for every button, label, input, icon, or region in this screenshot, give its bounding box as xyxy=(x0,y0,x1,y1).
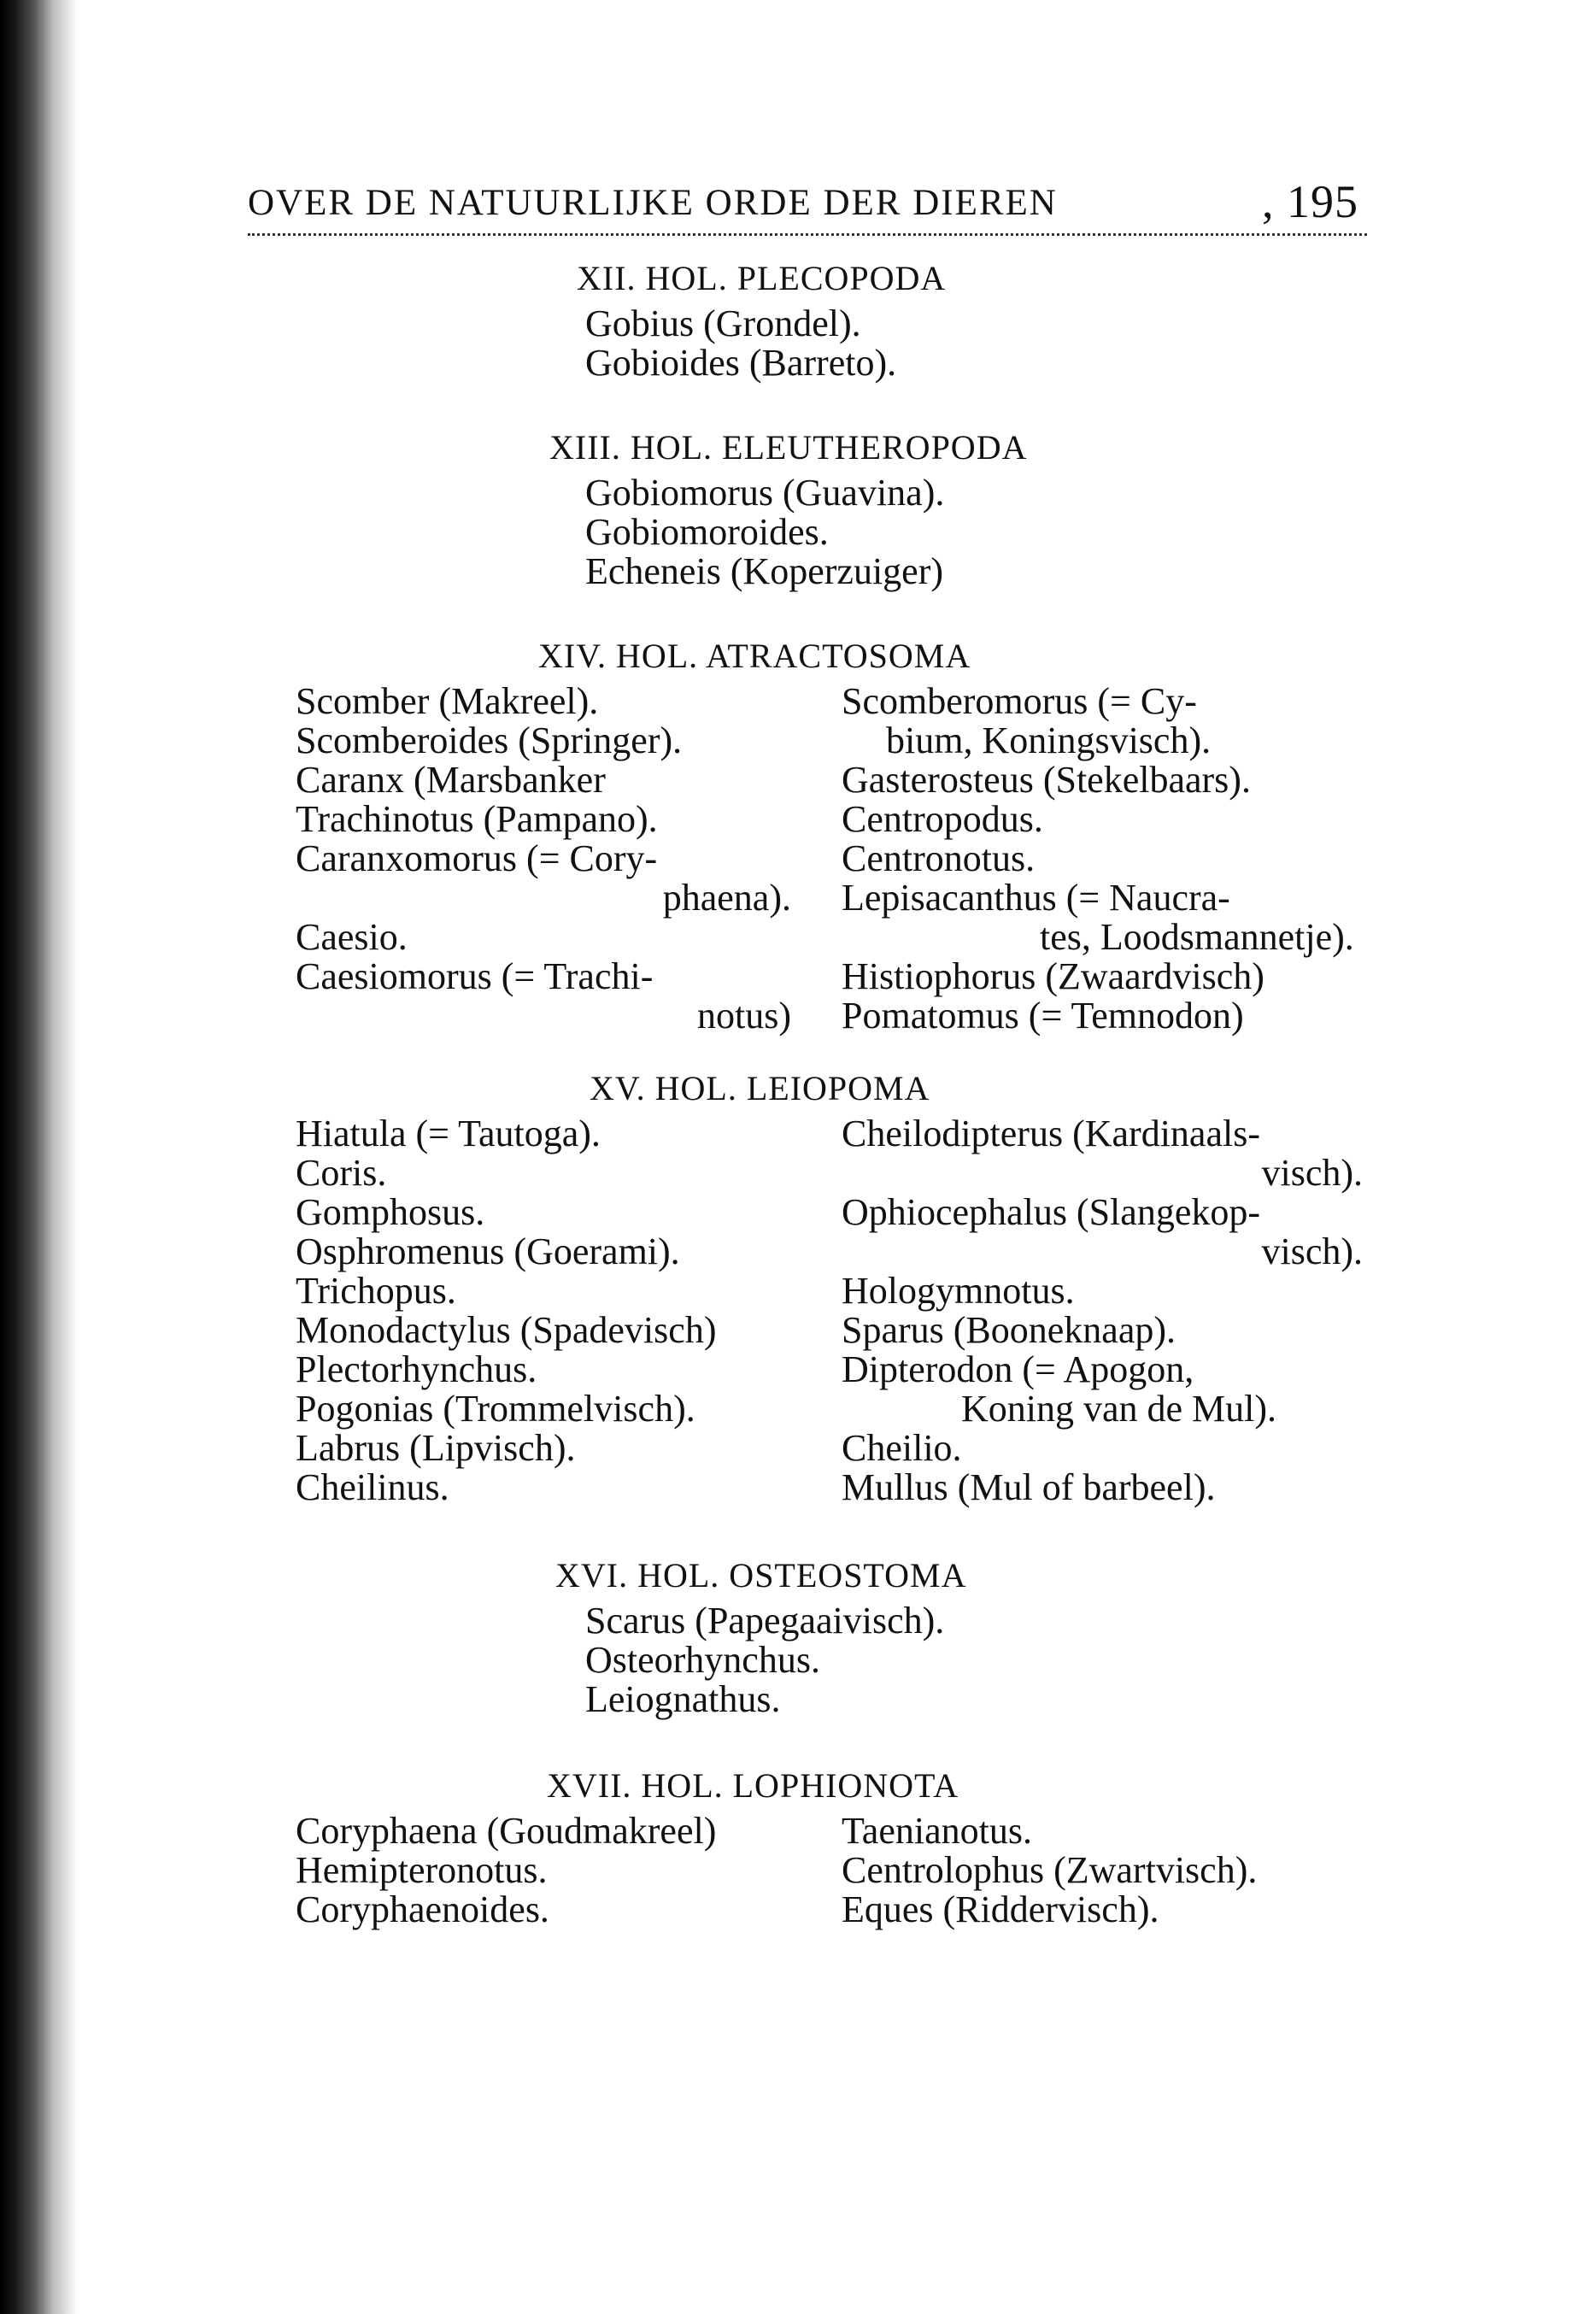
list-item: Echeneis (Koperzuiger) xyxy=(585,550,944,592)
list-item: Caesio. xyxy=(296,916,408,958)
running-head-title: OVER DE NATUURLIJKE ORDE DER DIEREN xyxy=(248,183,1058,223)
list-item: Hologymnotus. xyxy=(842,1270,1075,1312)
list-item: Trichopus. xyxy=(296,1270,456,1312)
section-heading: XIII. HOL. ELEUTHEROPODA xyxy=(549,428,1028,467)
left-column xyxy=(296,1114,800,1507)
list-item: Plectorhynchus. xyxy=(296,1348,537,1390)
list-item-continuation: visch). xyxy=(1261,1230,1363,1272)
list-item: Caesiomorus (= Trachi- xyxy=(296,955,654,997)
right-column xyxy=(842,1812,1363,1929)
right-column xyxy=(842,1114,1363,1507)
genus-columns xyxy=(248,1812,1367,1940)
list-item-continuation: visch). xyxy=(1261,1152,1363,1194)
list-item: Centrolophus (Zwartvisch). xyxy=(842,1849,1258,1891)
genus-columns xyxy=(248,1114,1367,1516)
list-item: Gobiomoroides. xyxy=(585,511,829,553)
section-heading: XIV. HOL. ATRACTOSOMA xyxy=(538,637,971,675)
list-item: Caranxomorus (= Cory- xyxy=(296,837,658,879)
list-item: Caranx (Marsbanker xyxy=(296,759,606,801)
list-item: Dipterodon (= Apogon, xyxy=(842,1348,1194,1390)
genus-list xyxy=(248,304,1367,383)
list-item: Gasterosteus (Stekelbaars). xyxy=(842,759,1251,801)
list-item: Osteorhynchus. xyxy=(585,1639,820,1681)
list-item: Pogonias (Trommelvisch). xyxy=(296,1388,695,1430)
list-item: Hiatula (= Tautoga). xyxy=(296,1113,601,1154)
running-head xyxy=(248,175,1367,236)
list-item: Taenianotus. xyxy=(842,1810,1032,1852)
section-atractosoma xyxy=(248,632,1367,1041)
list-item: Pomatomus (= Temnodon) xyxy=(842,995,1244,1037)
left-column xyxy=(296,682,800,1036)
list-item: Lepisacanthus (= Naucra- xyxy=(842,877,1230,919)
list-item: Labrus (Lipvisch). xyxy=(296,1427,576,1469)
section-plecopoda xyxy=(248,255,1367,383)
section-osteostoma xyxy=(248,1552,1367,1719)
list-item: Coryphaena (Goudmakreel) xyxy=(296,1810,717,1852)
section-heading: XV. HOL. LEIOPOMA xyxy=(590,1069,930,1107)
section-heading: XII. HOL. PLECOPODA xyxy=(577,259,947,297)
list-item: Leiognathus. xyxy=(585,1678,781,1720)
list-item: Centronotus. xyxy=(842,837,1036,879)
section-leiopoma xyxy=(248,1065,1367,1516)
list-item: Eques (Riddervisch). xyxy=(842,1888,1159,1930)
left-column xyxy=(296,1812,800,1929)
list-item-continuation: tes, Loodsmannetje). xyxy=(1040,916,1354,958)
list-item: Scomberoides (Springer). xyxy=(296,719,683,761)
list-item: Cheilinus. xyxy=(296,1466,449,1508)
page-number: , 195 xyxy=(1262,176,1358,227)
list-item: Histiophorus (Zwaardvisch) xyxy=(842,955,1264,997)
list-item: Scomber (Makreel). xyxy=(296,680,599,722)
list-item-continuation: phaena). xyxy=(662,877,791,919)
section-eleutheropoda xyxy=(248,424,1367,591)
list-item-continuation: bium, Koningsvisch). xyxy=(886,719,1212,761)
genus-columns xyxy=(248,682,1367,1041)
list-item: Gobioides (Barreto). xyxy=(585,342,897,384)
list-item: Gobiomorus (Guavina). xyxy=(585,472,945,514)
list-item: Coryphaenoides. xyxy=(296,1888,549,1930)
list-item: Scarus (Papegaaivisch). xyxy=(585,1600,945,1642)
right-column xyxy=(842,682,1363,1036)
genus-list xyxy=(248,473,1367,591)
list-item: Gobius (Grondel). xyxy=(585,302,861,344)
list-item: Sparus (Booneknaap). xyxy=(842,1309,1176,1351)
list-item: Gomphosus. xyxy=(296,1191,485,1233)
binding-shadow xyxy=(0,0,77,2314)
book-page xyxy=(248,175,1367,1940)
list-item: Centropodus. xyxy=(842,798,1043,840)
genus-list xyxy=(248,1601,1367,1719)
section-heading: XVI. HOL. OSTEOSTOMA xyxy=(555,1556,967,1595)
list-item: Cheilodipterus (Kardinaals- xyxy=(842,1113,1260,1154)
list-item: Osphromenus (Goerami). xyxy=(296,1230,680,1272)
list-item-continuation: notus) xyxy=(697,995,791,1037)
list-item-continuation: Koning van de Mul). xyxy=(961,1388,1277,1430)
list-item: Cheilio. xyxy=(842,1427,962,1469)
list-item: Mullus (Mul of barbeel). xyxy=(842,1466,1216,1508)
list-item: Monodactylus (Spadevisch) xyxy=(296,1309,717,1351)
list-item: Scomberomorus (= Cy- xyxy=(842,680,1197,722)
list-item: Ophiocephalus (Slangekop- xyxy=(842,1191,1260,1233)
section-heading: XVII. HOL. LOPHIONOTA xyxy=(547,1766,959,1805)
section-lophionota xyxy=(248,1762,1367,1940)
list-item: Hemipteronotus. xyxy=(296,1849,548,1891)
list-item: Trachinotus (Pampano). xyxy=(296,798,658,840)
list-item: Coris. xyxy=(296,1152,387,1194)
